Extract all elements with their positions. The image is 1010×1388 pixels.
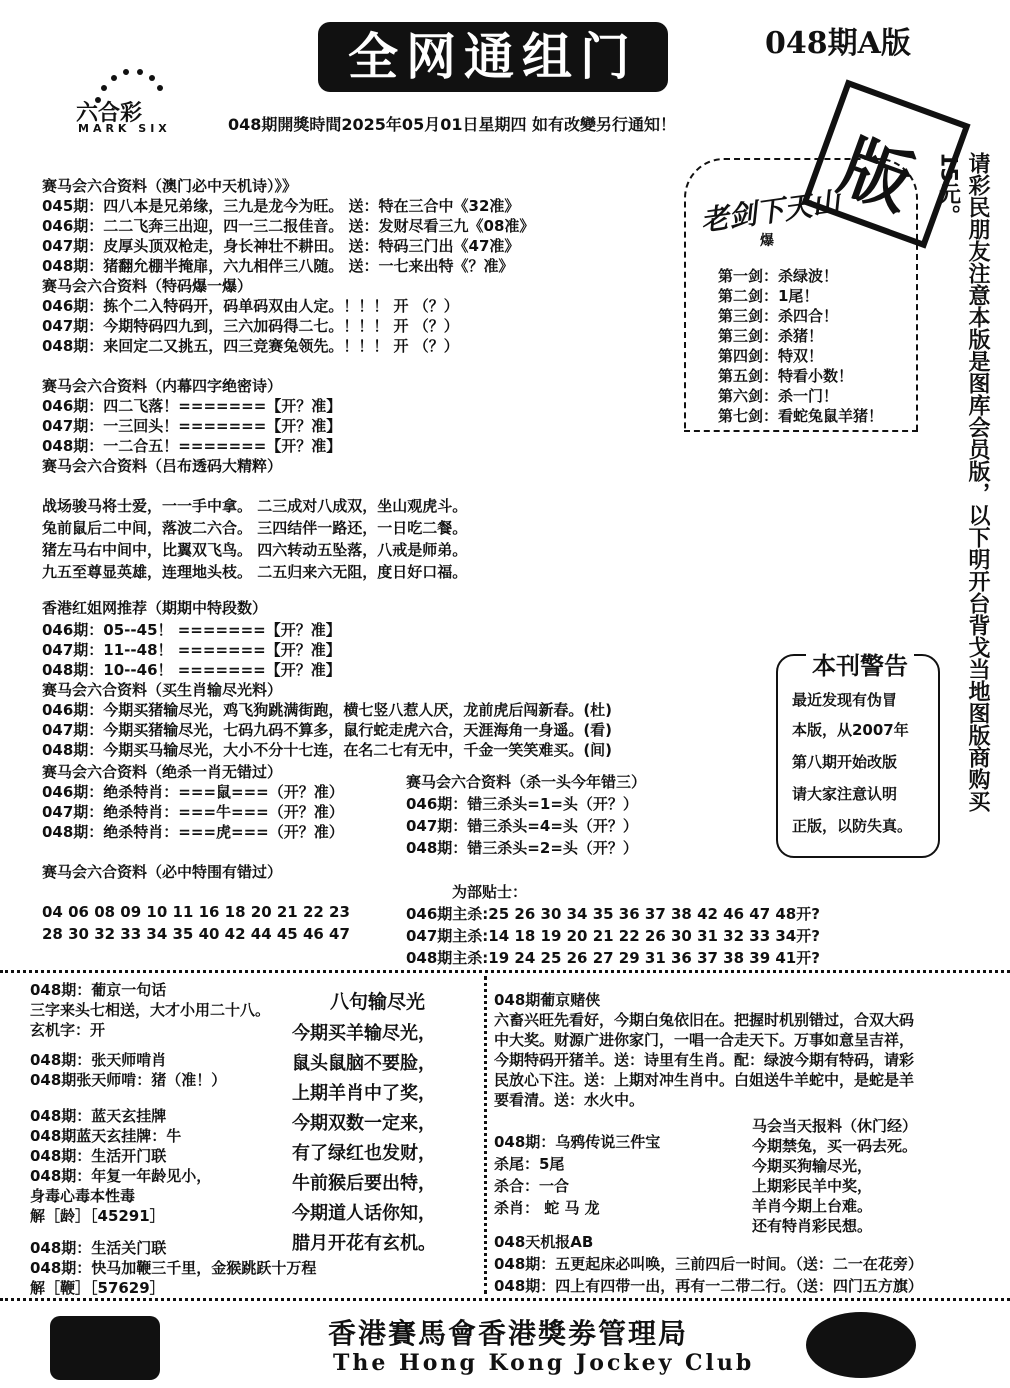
br-line: 要看清。送：水火中。 bbox=[494, 1091, 645, 1109]
edition-label: 048期A版 bbox=[765, 26, 911, 61]
section-line: 048期：10--46！ =======【开？准】 bbox=[42, 661, 341, 679]
section-line: 047期：今期买猪输尽光，七码九码不算多，鼠行蛇走虎六合，天涯海角一身遥。(看) bbox=[42, 721, 613, 739]
section-line: 047期：一三回头！=======【开？准】 bbox=[42, 417, 342, 435]
br-line: 杀合：一合 bbox=[494, 1177, 570, 1195]
section-line: 047期：11--48！ =======【开？准】 bbox=[42, 641, 341, 659]
poem-line: 今期道人话你知， bbox=[292, 1203, 436, 1224]
section-title: 赛马会六合资料（买生肖输尽光料） bbox=[42, 681, 283, 699]
br-line: 中大奖。财源广进你家门，一唱一合走天下。万事如意呈吉祥， bbox=[494, 1031, 915, 1049]
swords-mark: 爆 bbox=[760, 233, 774, 249]
mark-six-en: MARK SIX bbox=[78, 122, 171, 135]
sword-item: 第二剑：1尾！ bbox=[718, 287, 819, 305]
warning-title: 本刊警告 bbox=[806, 646, 914, 681]
section-line: 048期：今期买马输尽光，大小不分十七连，在名二七有无中，千金一笑笑难买。(间) bbox=[42, 741, 613, 759]
poem-line: 腊月开花有玄机。 bbox=[292, 1233, 436, 1254]
bl-line: 048期蓝天玄挂牌：牛 bbox=[30, 1127, 182, 1145]
section-line: 047期：今期特码四九到，三六加码得二七。！！！ 开 （？） bbox=[42, 317, 459, 335]
bl-line: 048期：生活开门联 bbox=[30, 1147, 167, 1165]
stamp-text: 版 bbox=[829, 124, 924, 226]
sword-item: 第六剑：杀一门！ bbox=[718, 387, 839, 405]
bl-line: 048期张天师啃：猪（准！） bbox=[30, 1071, 227, 1089]
br-title: 马会当天报料（休门经） bbox=[752, 1117, 918, 1135]
poem-line: 今期双数一定来， bbox=[292, 1113, 436, 1134]
divider bbox=[0, 1298, 1010, 1301]
br-line: 上期彩民羊中奖， bbox=[752, 1177, 873, 1195]
br-line: 048期：五更起床必叫唤，三前四后一时间。（送：二一在花旁） bbox=[494, 1255, 923, 1273]
poem-line: 上期羊肖中了奖， bbox=[292, 1083, 436, 1104]
bl-line: 玄机字：开 bbox=[30, 1021, 106, 1039]
warning-line: 正版，以防失真。 bbox=[792, 817, 913, 835]
number-row: 28 30 32 33 34 35 40 42 44 45 46 47 bbox=[42, 925, 350, 943]
br-line: 杀尾：5尾 bbox=[494, 1155, 565, 1173]
br-line: 今期禁兔，买一码去死。 bbox=[752, 1137, 918, 1155]
section-line: 048期：一二合五！=======【开？准】 bbox=[42, 437, 342, 455]
side-notice: 请彩民朋友注意本版是图库会员版，以下明开台背戈当地图版商购买15元。 bbox=[935, 152, 990, 812]
sword-item: 第一剑：杀绿波！ bbox=[718, 267, 839, 285]
br-line: 048期：乌鸦传说三件宝 bbox=[494, 1133, 661, 1151]
poem-title: 八句输尽光 bbox=[330, 991, 426, 1013]
section-line: 046期：错三杀头=1=头（开？） bbox=[406, 795, 638, 813]
jockey-club-logo-icon bbox=[50, 1316, 160, 1380]
section-title: 赛马会六合资料（杀一头今年错三） bbox=[406, 773, 647, 791]
seal-logo-icon bbox=[806, 1312, 916, 1378]
br-title: 048天机报AB bbox=[494, 1233, 594, 1251]
bl-line: 048期：张天师啃肖 bbox=[30, 1051, 167, 1069]
section-line: 046期：四二飞落！=======【开？准】 bbox=[42, 397, 342, 415]
section-title: 赛马会六合资料（特码爆一爆） bbox=[42, 277, 253, 295]
section-line: 046期：绝杀特肖：===鼠===（开？准） bbox=[42, 783, 344, 801]
bl-line: 解［鞭］［57629］ bbox=[30, 1279, 165, 1297]
section-title: 赛马会六合资料（澳门必中天机诗）》》 bbox=[42, 177, 298, 195]
inner-title: 为部贴士： bbox=[452, 883, 528, 901]
br-title: 048期葡京赌侠 bbox=[494, 991, 601, 1009]
section-title: 赛马会六合资料（绝杀一肖无错过） bbox=[42, 763, 283, 781]
poem-line: 今期买羊输尽光， bbox=[292, 1023, 436, 1044]
bl-line: 048期：生活关门联 bbox=[30, 1239, 167, 1257]
section-line: 046期：05--45！ =======【开？准】 bbox=[42, 621, 341, 639]
br-line: 羊肖今期上台难。 bbox=[752, 1197, 873, 1215]
section-line: 047期：绝杀特肖：===牛===（开？准） bbox=[42, 803, 344, 821]
section-line: 猪左马右中间中，比翼双飞鸟。 四六转动五坠落，八戒是师弟。 bbox=[42, 541, 468, 559]
inner-line: 048期主杀:19 24 25 26 27 29 31 36 37 38 39 41开? bbox=[406, 949, 820, 967]
warning-line: 最近发现有伪冒 bbox=[792, 691, 898, 709]
divider bbox=[0, 970, 1010, 973]
section-line: 046期：二二飞奔三出迎，四一三二报佳音。 送：发财尽看三九《08准》 bbox=[42, 217, 535, 235]
inner-line: 046期主杀:25 26 30 34 35 36 37 38 42 46 47 48开? bbox=[406, 905, 820, 923]
bl-line: 048期：年复一年龄见小， bbox=[30, 1167, 212, 1185]
br-line: 杀肖： 蛇 马 龙 bbox=[494, 1199, 600, 1217]
bl-line: 三字来头七相送，大才小用二十八。 bbox=[30, 1001, 271, 1019]
bl-line: 048期：快马加鞭三千里，金猴跳跃十万程 bbox=[30, 1259, 317, 1277]
mark-six-logo: 六合彩 bbox=[76, 100, 143, 126]
section-line: 048期：来回定二又挑五，四三竞赛兔领先。！！！ 开 （？） bbox=[42, 337, 459, 355]
sword-item: 第七剑：看蛇兔鼠羊猪！ bbox=[718, 407, 884, 425]
section-line: 048期：猪翻允棚半掩扉，六九相伴三八随。 送：一七来出特《？准》 bbox=[42, 257, 514, 275]
warning-line: 第八期开始改版 bbox=[792, 753, 898, 771]
bl-line: 048期：葡京一句话 bbox=[30, 981, 167, 999]
poem-line: 鼠头鼠脑不要脸， bbox=[292, 1053, 436, 1074]
sword-item: 第四剑：特双！ bbox=[718, 347, 824, 365]
section-title: 赛马会六合资料（必中特围有错过） bbox=[42, 863, 283, 881]
br-line: 六畜兴旺先看好，今期白兔依旧在。把握时机别错过，合双大码 bbox=[494, 1011, 915, 1029]
divider bbox=[484, 976, 487, 1294]
banner-title: 全网通组门 bbox=[318, 22, 668, 92]
section-title: 赛马会六合资料（吕布透码大精粹） bbox=[42, 457, 283, 475]
sword-item: 第三剑：杀猪！ bbox=[718, 327, 824, 345]
poem-line: 有了绿红也发财， bbox=[292, 1143, 436, 1164]
number-row: 04 06 08 09 10 11 16 18 20 21 22 23 bbox=[42, 903, 350, 921]
section-line: 兔前鼠后二中间，落波二六合。 三四结伴一路还，一日吃二餐。 bbox=[42, 519, 468, 537]
section-line: 046期：今期买猪输尽光，鸡飞狗跳满街跑，横七竖八惹人厌，龙前虎后闯新春。(杜) bbox=[42, 701, 613, 719]
section-line: 战场骏马将士爱，一一手中拿。 二三成对八成双，坐山观虎斗。 bbox=[42, 497, 468, 515]
br-line: 048期：四上有四带一出，再有一二带二行。（送：四门五方旗） bbox=[494, 1277, 923, 1295]
warning-line: 本版，从2007年 bbox=[792, 721, 909, 739]
footer-en: The Hong Kong Jockey Club bbox=[333, 1350, 755, 1376]
section-line: 九五至尊显英雄，连理地头枝。 二五归来六无阻，度日好口福。 bbox=[42, 563, 468, 581]
section-line: 047期：错三杀头=4=头（开？） bbox=[406, 817, 638, 835]
br-line: 今期特码开猪羊。送：诗里有生肖。配：绿波今期有特码，请彩 bbox=[494, 1051, 915, 1069]
br-line: 民放心下注。送：上期对冲生肖中。白姐送牛羊蛇中，是蛇是羊 bbox=[494, 1071, 915, 1089]
section-line: 047期：皮厚头顶双枪走，身长神壮不耕田。 送：特码三门出《47准》 bbox=[42, 237, 520, 255]
inner-line: 047期主杀:14 18 19 20 21 22 26 30 31 32 33 34开? bbox=[406, 927, 820, 945]
section-line: 045期：四八本是兄弟缘，三九是龙今为旺。 送：特在三合中《32准》 bbox=[42, 197, 520, 215]
bl-line: 解［龄］［45291］ bbox=[30, 1207, 165, 1225]
section-line: 048期：错三杀头=2=头（开？） bbox=[406, 839, 638, 857]
warning-line: 请大家注意认明 bbox=[792, 785, 898, 803]
section-line: 046期：拣个二入特码开，码单码双由人定。！！！ 开 （？） bbox=[42, 297, 459, 315]
section-line: 048期：绝杀特肖：===虎===（开？准） bbox=[42, 823, 344, 841]
sword-item: 第三剑：杀四合！ bbox=[718, 307, 839, 325]
br-line: 还有特肖彩民想。 bbox=[752, 1217, 873, 1235]
poem-line: 牛前猴后要出特， bbox=[292, 1173, 436, 1194]
footer-org: 香港賽馬會香港獎劵管理局 bbox=[328, 1317, 689, 1350]
bl-line: 048期：蓝天玄挂牌 bbox=[30, 1107, 167, 1125]
sword-item: 第五剑：特看小数！ bbox=[718, 367, 854, 385]
draw-notice: 048期開獎時間2025年05月01日星期四 如有改變另行通知！ bbox=[228, 115, 677, 134]
section-title: 香港红姐网推荐（期期中特段数） bbox=[42, 599, 268, 617]
br-line: 今期买狗输尽光， bbox=[752, 1157, 873, 1175]
swords-title: 老剑下天山 bbox=[698, 185, 842, 238]
section-title: 赛马会六合资料（内幕四字绝密诗） bbox=[42, 377, 283, 395]
bl-line: 身毒心毒本性毒 bbox=[30, 1187, 136, 1205]
